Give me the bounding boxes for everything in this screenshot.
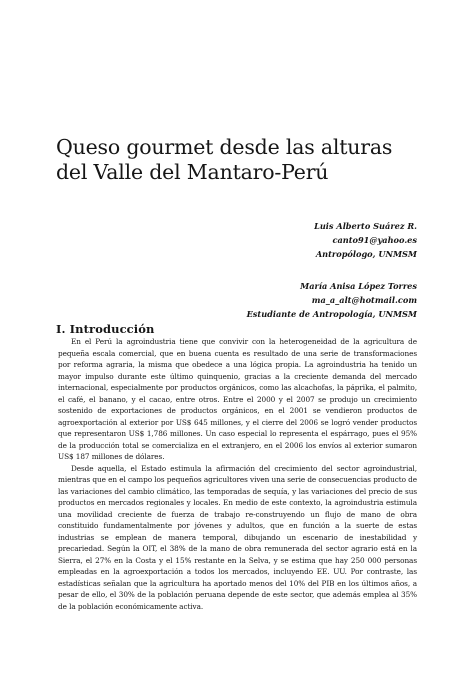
- author-2-affiliation: Estudiante de Antropología, UNMSM: [246, 309, 417, 320]
- author-1-name: Luis Alberto Suárez R.: [314, 221, 417, 231]
- author-1-email[interactable]: canto91@yahoo.es: [332, 235, 417, 246]
- author-1-affiliation: Antropólogo, UNMSM: [315, 249, 417, 260]
- article-title: [56, 135, 436, 185]
- author-2-email[interactable]: ma_a_alt@hotmail.com: [311, 294, 417, 305]
- body-text: [58, 336, 417, 612]
- title-line-1: Queso gourmet desde las alturas: [56, 135, 393, 159]
- section-heading: I. Introducción: [56, 322, 155, 336]
- paragraph: Desde aquella, el Estado estimula la afirmación del crecimiento del sector agroindustrial, mientras que en el campo los pequeños agricultores viven una serie de consecuencias producto de las variaciones del cambio climático, las temporadas de sequía, y las variaciones del precio de sus productos en mercados regionales y locales. En medio de este contexto, la agroindustria estimula una movilidad creciente de fuerza de trabajo re-construyendo un flujo de mano de obra constituido fundamentalmente por jóvenes y adultos, que en función a la suerte de estas industrias se emplean de manera temporal, dibujando un escenario de inestabilidad y precariedad. Según la OIT, el 38% de la mano de obra remunerada del sector agrario está en la Sierra, el 27% en la Costa y el 15% restante en la Selva, y se estima que hay 250 000 personas empleadas en la agroexportación a todos los mercados, incluyendo EE. UU. Por contraste, las estadísticas señalan que la agricultura ha aportado menos del 10% del PIB en los últimos años, a pesar de ello, el 30% de la población peruana depende de este sector, que además emplea al 35% de la población económicamente activa.: [58, 463, 417, 611]
- author-block: [137, 219, 417, 321]
- paragraph: En el Perú la agroindustria tiene que convivir con la heterogeneidad de la agricultura de pequeña escala comercial, que en buena cuenta es resultado de una serie de transformaciones por reforma agraria, la misma que obedece a una lógica propia. La agroindustria ha tenido un mayor impulso durante este último quinquenio, gracias a la creciente demanda del mercado internacional, especialmente por productos orgánicos, como las alcachofas, la páprika, el palmito, el café, el banano, y el cacao, entre otros. Entre el 2000 y el 2007 se produjo un crecimiento sostenido de exportaciones de productos orgánicos, en el 2001 se vendieron productos de agroexportación al exterior por US$ 645 millones, y el cierre del 2006 se logró vender productos que representaron US$ 1,786 millones. Un caso especial lo representa el espárrago, pues el 95% de la producción total se comercializa en el extranjero, en el 2006 los envíos al exterior sumaron US$ 187 millones de dólares.: [58, 337, 417, 461]
- title-line-2: del Valle del Mantaro-Perú: [56, 160, 329, 184]
- author-2-name: María Anisa López Torres: [300, 280, 417, 291]
